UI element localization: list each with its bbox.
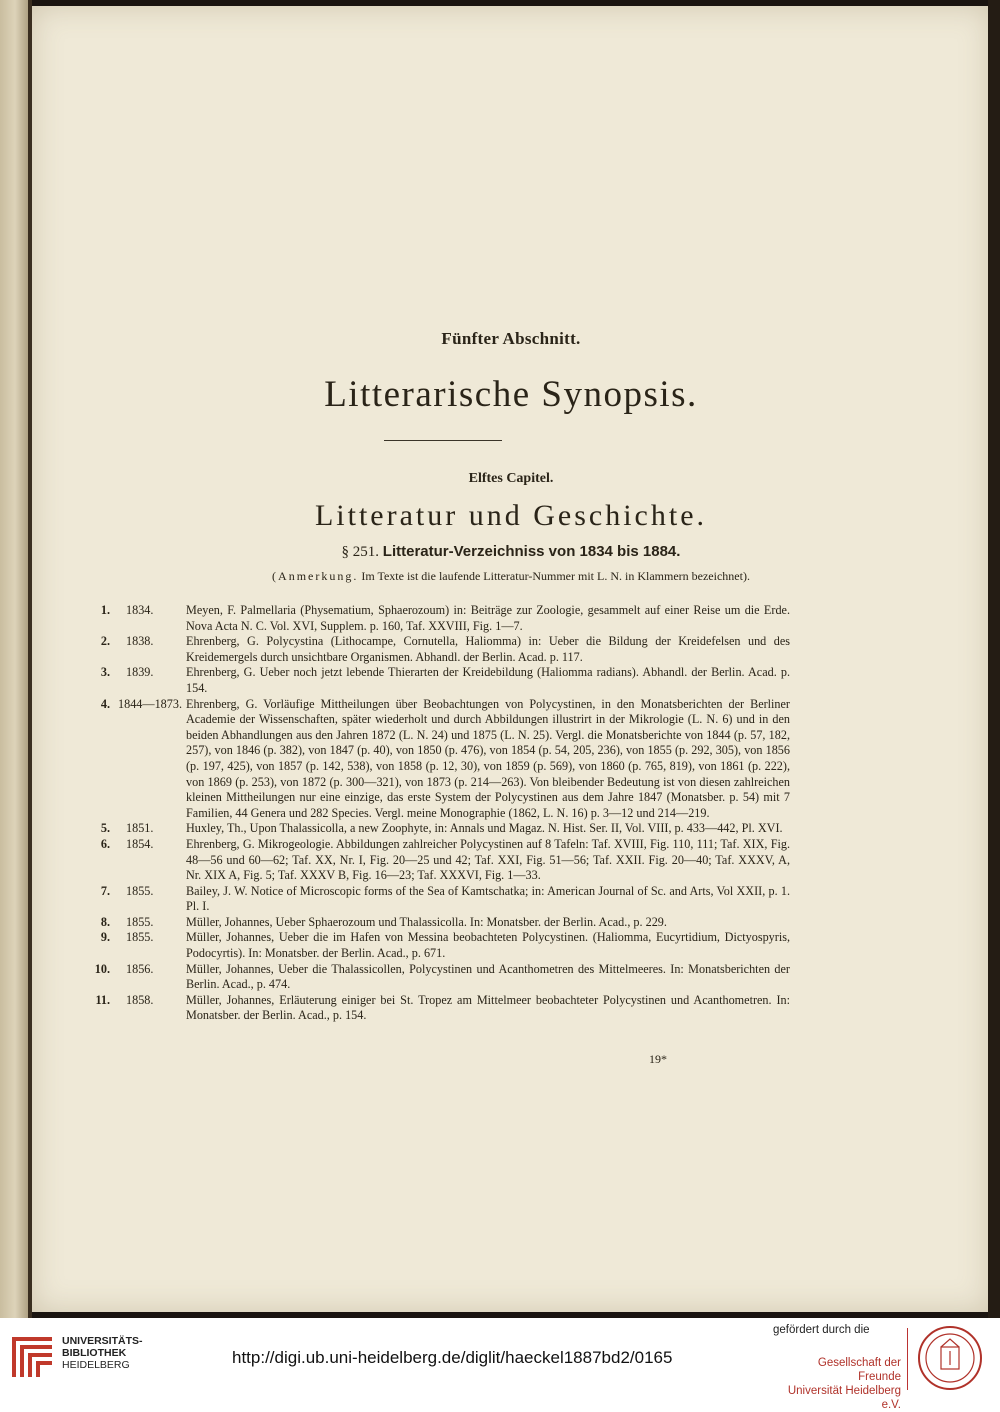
library-name-line: UNIVERSITÄTS- — [62, 1335, 143, 1347]
bibliography-entry — [90, 603, 790, 634]
note-label: (Anmerkung. — [272, 569, 359, 583]
sponsor-divider — [907, 1328, 908, 1390]
entry-number: 1. — [100, 603, 110, 617]
sponsor-name-line: Gesellschaft der Freunde — [817, 1357, 901, 1383]
entry-number: 11. — [95, 992, 110, 1007]
bibliography-list — [90, 603, 790, 1024]
entry-year: 1858. — [126, 992, 154, 1007]
entry-year: 1854. — [126, 836, 154, 851]
bibliography-entry — [90, 884, 790, 915]
sponsor-name[interactable] — [775, 1356, 901, 1412]
entry-number: 2. — [100, 634, 110, 649]
library-name[interactable] — [62, 1335, 143, 1371]
entry-text: Ehrenberg, G. Ueber noch jetzt lebende Thierarten der Kreidebildung (Haliomma radians). Abhandl. der Berlin. Acad. p. 154. — [186, 665, 790, 695]
chapter-title: Litteratur und Geschichte. — [314, 499, 708, 532]
page-right-edge — [988, 0, 1000, 1318]
entry-text: Ehrenberg, G. Vorläufige Mittheilungen über Beobachtungen von Polycystinen, in den Monatsberichten der Berliner Academie der Wissenschaften, später wiederholt und durch Abbildungen illustrirt in der Mikrologie (L. N. 6) und in den beiden Abhandlungen aus den Jahren 1872 (L. N. 24) und 1875 (L. N. 25). Vergl. die Monatsberichte von 1844 (p. 57, 182, 257), von 1846 (p. 382), von 1847 (p. 40), von 1850 (p. 476), von 1854 (p. 54, 205, 236), von 1855 (p. 292, 305), von 1856 (p. 197, 425), von 1857 (p. 142, 538), von 1858 (p. 12, 30), von 1859 (p. 569), von 1860 (p. 765, 819), von 1861 (p. 222), von 1869 (p. 253), von 1872 (p. 300—321), von 1873 (p. 214—263). Von bleibender Bedeutung ist von diesen zahlreichen kleinen Mittheilungen nur eine einzige, das erste System der Polycystinen aus dem Jahre 1847 (Monatsber. p. 54) mit 7 Familien, 44 Genera und 282 Species. Vergl. meine Monographie (1862, L. N. 16) p. 3—12 und 214—219. — [186, 696, 790, 820]
university-seal-icon — [917, 1325, 983, 1391]
book-page — [32, 6, 990, 1312]
library-logo-icon[interactable] — [8, 1333, 56, 1381]
note — [32, 569, 990, 584]
note-text: Im Texte ist die laufende Litteratur-Nummer mit L. N. in Klammern bezeichnet). — [361, 569, 750, 583]
entry-year: 1834. — [126, 603, 154, 617]
entry-text: Bailey, J. W. Notice of Microscopic forms of the Sea of Kamtschatka; in: American Journal of Sc. and Arts, Vol XXII, p. 1. Pl. I. — [186, 883, 790, 914]
entry-year: 1839. — [126, 665, 154, 680]
entry-number: 8. — [100, 914, 110, 929]
entry-text: Meyen, F. Palmellaria (Physematium, Sphaerozoum) in: Beiträge zur Zoologie, gesammelt auf einer Reise um die Erde. Nova Acta N. C. Vol. XVI, Supplem. p. 160, Taf. XXVIII, Fig. 1—7. — [186, 603, 790, 633]
paragraph-heading — [32, 543, 990, 561]
previous-page-edge — [0, 0, 30, 1318]
sponsor-name-line: Universität Heidelberg e.V. — [787, 1385, 901, 1411]
bibliography-entry — [90, 962, 790, 993]
section-title: Litterarische Synopsis. — [324, 374, 698, 415]
paragraph-title: Litteratur-Verzeichniss von 1834 bis 1884. — [382, 543, 681, 560]
viewer-footer — [0, 1318, 1000, 1411]
entry-number: 7. — [100, 883, 110, 898]
bibliography-entry — [90, 634, 790, 665]
entry-text: Huxley, Th., Upon Thalassicolla, a new Zoophyte, in: Annals und Magaz. N. Hist. Ser. II, Vol. VIII, p. 433—442, Pl. XVI. — [186, 821, 783, 836]
entry-number: 9. — [100, 930, 110, 945]
entry-year: 1855. — [126, 930, 154, 945]
chapter-heading: Elftes Capitel. — [468, 471, 554, 486]
library-name-line: BIBLIOTHEK — [62, 1347, 127, 1359]
bibliography-entry — [90, 821, 790, 837]
entry-year: 1838. — [126, 634, 154, 649]
entry-year: 1855. — [126, 883, 154, 898]
library-name-line: HEIDELBERG — [62, 1359, 130, 1371]
bibliography-entry — [90, 697, 790, 822]
entry-number: 4. — [100, 696, 110, 711]
entry-number: 3. — [100, 665, 110, 680]
entry-text: Müller, Johannes, Ueber die Thalassicollen, Polycystinen und Acanthometren des Mittelmeeres. In: Monatsberichten der Berlin. Acad., p. 474. — [186, 961, 790, 992]
bibliography-entry — [90, 993, 790, 1024]
entry-text: Ehrenberg, G. Mikrogeologie. Abbildungen zahlreicher Polycystinen auf 8 Tafeln: Taf. XVIII, Fig. 110, 111; Taf. XIX, Fig. 48—56 und 60—62; Taf. XX, Nr. I, Fig. 20—25 und 42; Taf. XXI, Fig. 51—56; Taf. XXII. Fig. 20—40; Taf. XXXV, A, Nr. XIX A, Fig. 5; Taf. XXXV B, Fig. 16—23; Taf. XXXVI, Fig. 1—33. — [186, 836, 790, 883]
paragraph-mark: § 251. — [341, 544, 380, 560]
entry-text: Ehrenberg, G. Polycystina (Lithocampe, Cornutella, Haliomma) in: Ueber die Bildung der Kreidefelsen und des Kreidemergels durch unsichtbare Organismen. Abhandl. der Berlin. Acad. p. 117. — [186, 634, 790, 664]
entry-text: Müller, Johannes, Ueber die im Hafen von Messina beobachteten Polycystinen. (Haliomma, Eucyrtidium, Dictyospyris, Podocyrtis). In: Monatsber. der Berlin. Acad., p. 671. — [186, 930, 790, 961]
divider-rule — [384, 440, 502, 441]
entry-number: 10. — [94, 961, 110, 976]
signature-mark: 19* — [649, 1052, 667, 1066]
permalink-url[interactable]: http://digi.ub.uni-heidelberg.de/diglit/haeckel1887bd2/0165 — [232, 1348, 673, 1367]
entry-year: 1856. — [126, 961, 154, 976]
entry-text: Müller, Johannes, Ueber Sphaerozoum und Thalassicolla. In: Monatsber. der Berlin. Acad., p. 229. — [186, 914, 667, 929]
bibliography-entry — [90, 837, 790, 884]
entry-year: 1855. — [126, 914, 154, 929]
bibliography-entry — [90, 930, 790, 961]
entry-number: 6. — [100, 836, 110, 851]
sponsor-label: gefördert durch die — [773, 1324, 870, 1336]
entry-text: Müller, Johannes, Erläuterung einiger bei St. Tropez am Mittelmeer beobachteter Polycystinen und Acanthometren. In: Monatsber. der Berlin. Acad., p. 154. — [186, 992, 790, 1023]
entry-year: 1844—1873. — [118, 696, 182, 711]
entry-year: 1851. — [126, 821, 154, 836]
bibliography-entry — [90, 665, 790, 696]
bibliography-entry — [90, 915, 790, 931]
section-heading: Fünfter Abschnitt. — [441, 329, 581, 348]
entry-number: 5. — [100, 821, 110, 836]
